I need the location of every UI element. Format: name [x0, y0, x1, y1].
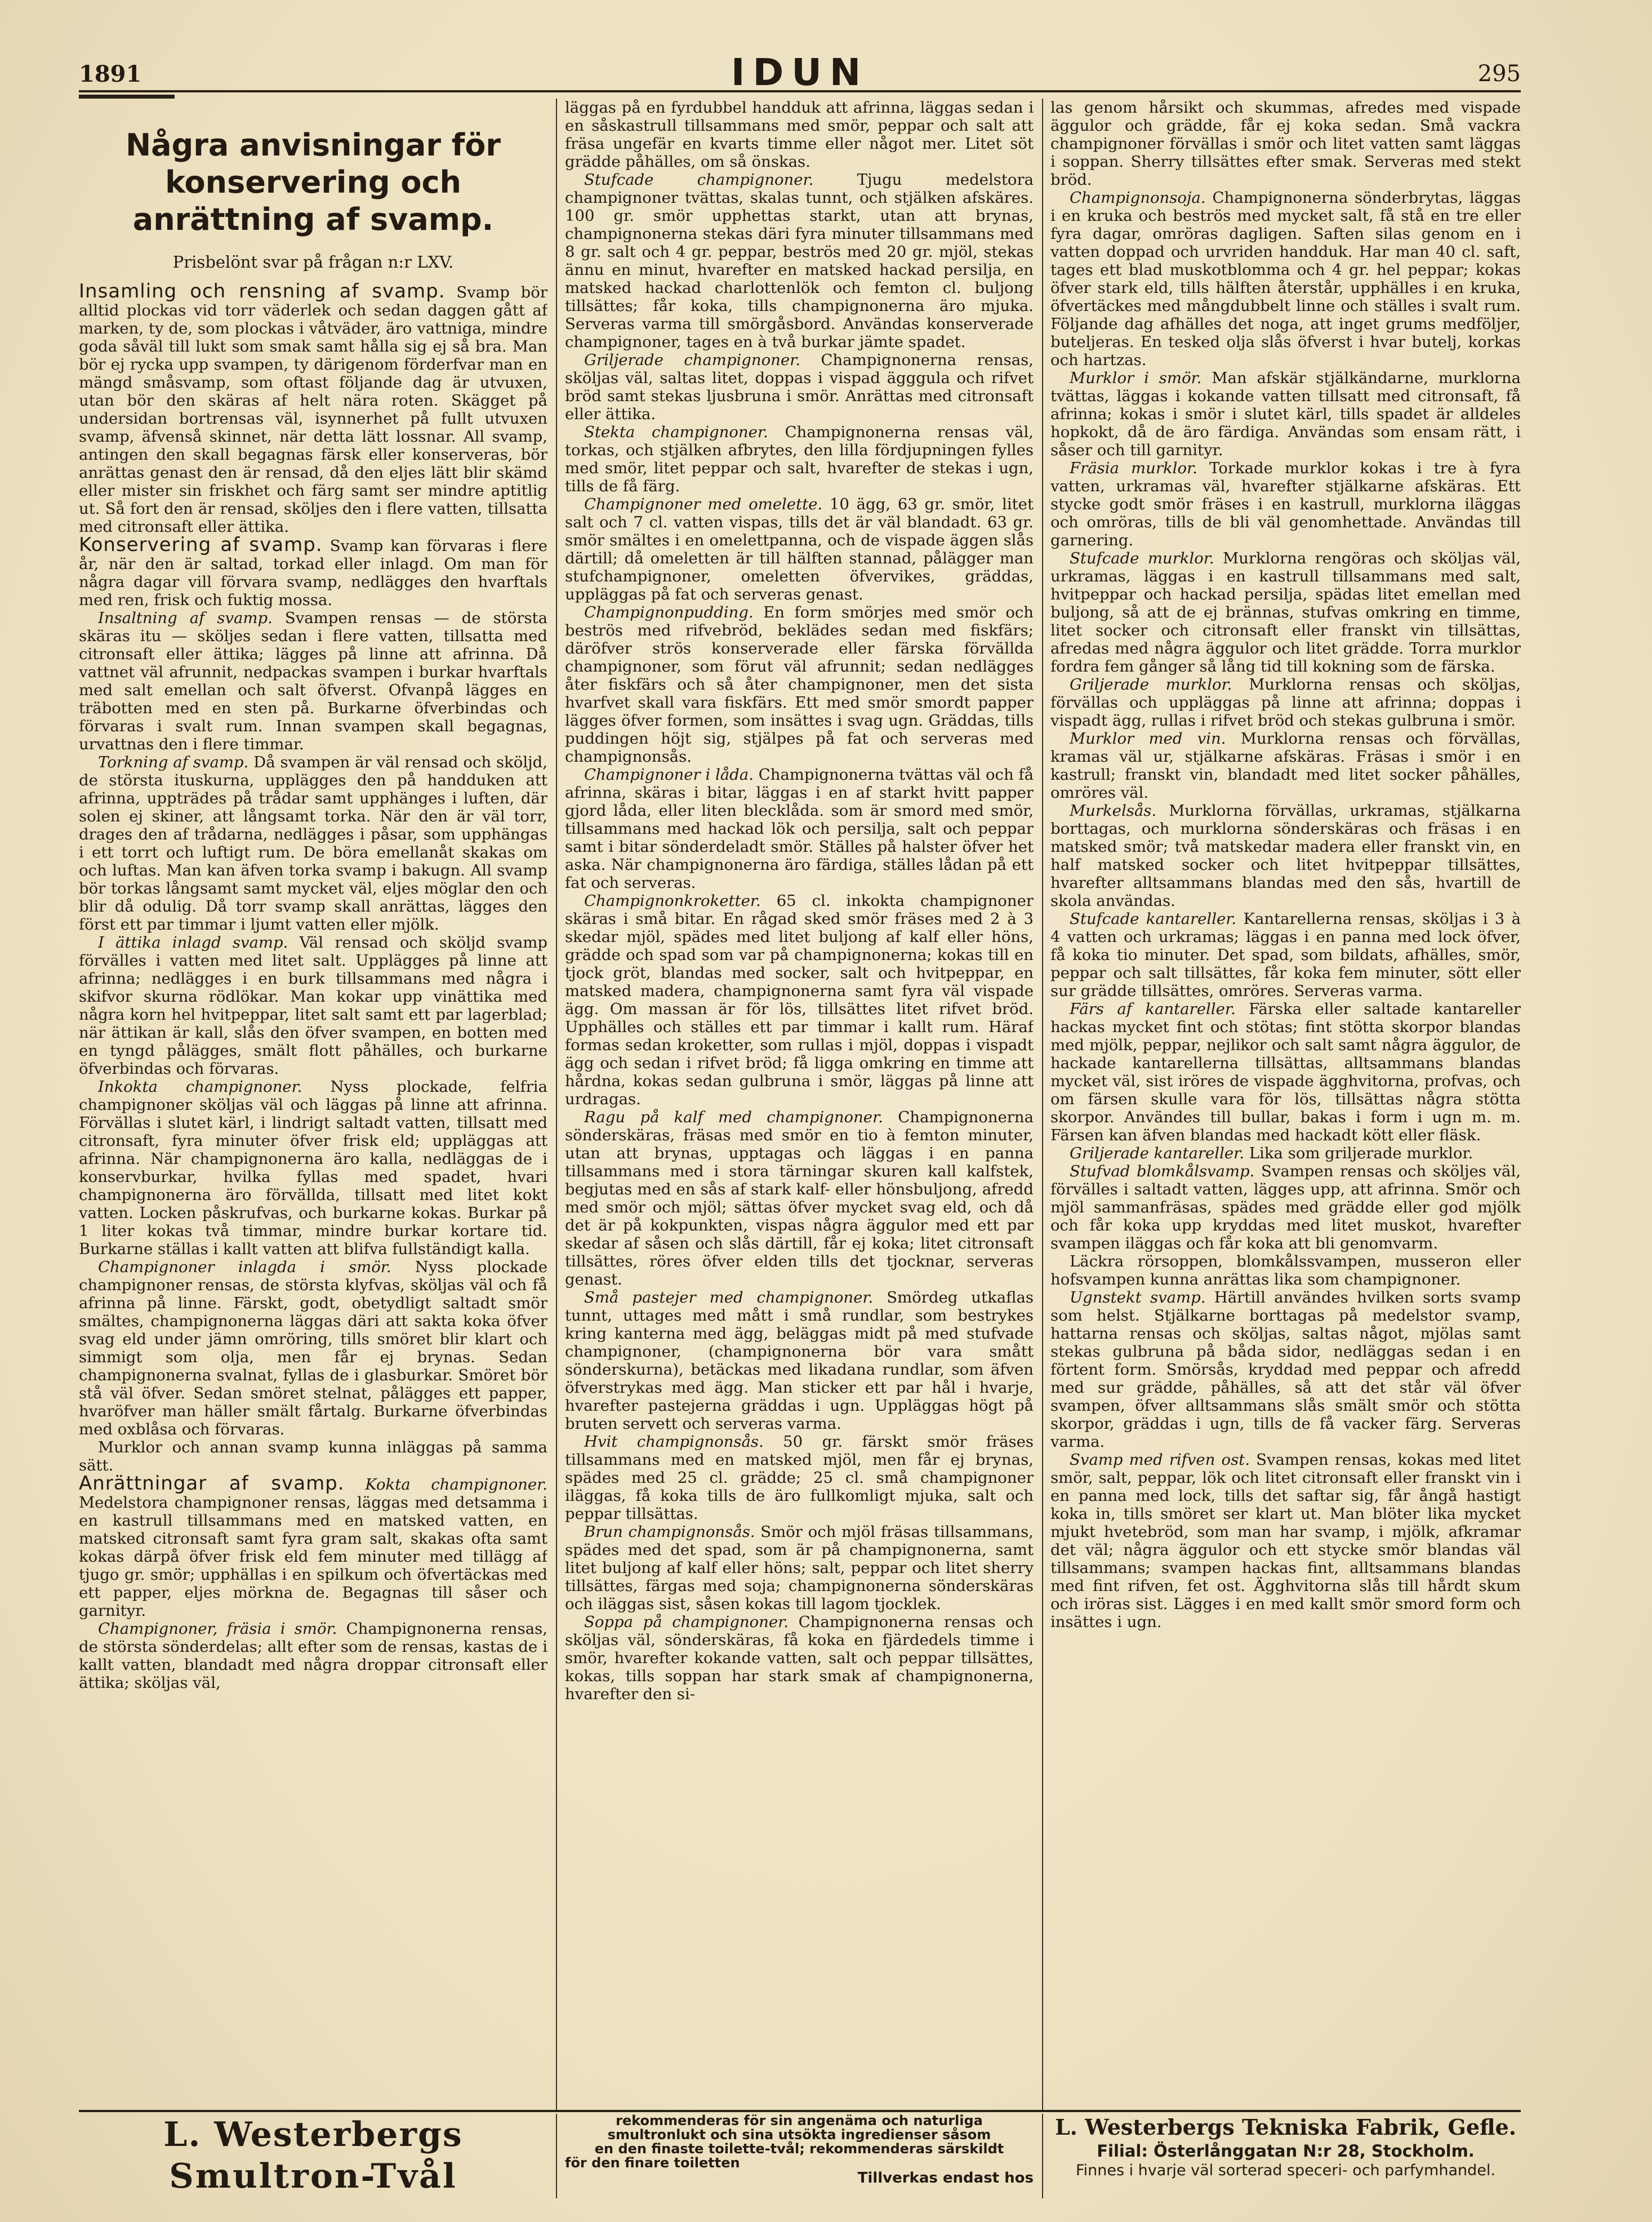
paragraph — [565, 1523, 1034, 1613]
paragraph-text: Läckra rörsoppen, blomkålssvampen, musseron eller hofsvampen kunna anrättas lika som champignoner. — [1050, 1252, 1521, 1288]
footer-rule — [79, 2110, 1521, 2112]
ad-product-name: Smultron-Tvål — [169, 2157, 457, 2196]
paragraph — [1050, 1252, 1521, 1288]
paragraph-text: Torkade murklor kokas i tre à fyra vatten, urkramas väl, hvarefter stjälkarne afskäras. Ett stycke godt smör fräses i en kastrull, murklorna iläggas och omröras, tills de bli väl genomhettade. Användas till garnering. — [1050, 459, 1521, 549]
paragraph — [79, 609, 547, 753]
paragraph — [565, 495, 1034, 603]
paragraph — [565, 171, 1034, 351]
paragraph — [79, 1438, 547, 1474]
article-title: Några anvisningar för konservering och anrättning af svamp. — [125, 127, 501, 237]
paragraph — [1050, 99, 1521, 189]
paragraph — [1050, 1000, 1521, 1144]
paragraph-text: Då svampen är väl rensad och sköljd, de största ituskurna, upplägges den på handduken att afrinna, uppträdes på trådar samt upphänges i luften, där solen ej skiner, att långsamt torka. När den är väl torr, drages den af trådarna, nedlägges i påsar, som upphängas i ett torrt och luftigt rum. De böra emellanåt skakas om och luftas. Man kan äfven torka svamp i bakugn. All svamp bör torkas långsamt samt mycket väl, eljes möglar den och blir då odulig. Då torr svamp skall anrättas, lägges den först ett par timmar i ljumt vatten eller mjölk. — [79, 753, 547, 934]
paragraph — [565, 1433, 1034, 1523]
paragraph — [565, 603, 1034, 766]
section-heading: Anrättningar af svamp. — [79, 1472, 345, 1495]
column-2 — [565, 99, 1034, 2110]
paragraph — [1050, 1288, 1521, 1451]
recipe-name: Torkning af svamp. — [98, 753, 249, 771]
paragraph — [565, 1288, 1034, 1433]
paragraph-text: Murklor och annan svamp kunna inläggas på samma sätt. — [79, 1438, 547, 1474]
recipe-name: Champignonkroketter. — [584, 892, 761, 910]
paragraph — [79, 282, 547, 536]
recipe-name: Champignoner med omelette. — [584, 495, 823, 513]
paragraph — [565, 351, 1034, 423]
recipe-name: Små pastejer med champignoner. — [584, 1288, 874, 1306]
paragraph — [1050, 189, 1521, 369]
paragraph — [1050, 549, 1521, 676]
footer-divider — [1042, 2114, 1043, 2198]
recipe-name: Inkokta champignoner. — [98, 1078, 302, 1096]
recipe-name: Stufcade murklor. — [1070, 549, 1214, 567]
recipe-name: Stufcade kantareller. — [1070, 910, 1237, 928]
paragraph — [565, 766, 1034, 892]
recipe-name: I ättika inlagd svamp. — [98, 934, 288, 952]
recipe-name: Stufcade champignoner. — [584, 171, 814, 189]
advertisement-description — [565, 2114, 1034, 2198]
paragraph-text: Svamp bör alltid plockas vid torr väderlek och sedan daggen gått af marken, ty de, som plockas i våtväder, äro vattniga, mindre goda såväl till lukt som smak samt hålla sig ej så bra. Man bör ej rycka upp svampen, ty därigenom förderfvar man en mängd småsvamp, som oftast följande dag är utvuxen, utan bör den skäras af helt nära roten. Skägget på undersidan bortrensas väl, isynnerhet på fullt utvuxen svamp, äfvenså skinnet, när detta lätt lossnar. All svamp, antingen den skall begagnas färsk eller konserveras, bör anrättas genast den är rensad, då den eljes lätt blir skämd eller mister sin friskhet och färg samt ser mindre aptitlig ut. Så fort den är rensad, sköljes den i flere vatten, tillsatta med citronsaft eller ättika. — [79, 283, 547, 536]
footer-divider — [556, 2114, 557, 2198]
recipe-name: Soppa på champignoner. — [584, 1613, 789, 1631]
recipe-name: Champignoner, fräsia i smör. — [98, 1620, 337, 1638]
prize-note: Prisbelönt svar på frågan n:r LXV. — [172, 252, 454, 272]
paragraph-text: Färska eller saltade kantareller hackas mycket fint och stötas; fint stötta skorpor blandas med mjölk, peppar, nejlikor och salt samt några äggulor, de hackade kantarellerna tillsättas, alltsammans blandas mycket väl, sist iröres de vispade ägghvitorna, profvas, och om färsen skulle vara för lös, tillsättas några stötta skorpor. Användes till bullar, bakas i form i ugn m. m. Färsen kan äfven blandas med hackadt kött eller fläsk. — [1050, 1000, 1521, 1144]
header-year: 1891 — [79, 61, 142, 87]
paragraph — [565, 1108, 1034, 1288]
masthead-title: IDUN — [731, 51, 869, 94]
column-paragraphs — [79, 282, 547, 1692]
paragraph-text: Väl rensad och sköljd svamp förvälles i vatten med litet salt. Upplägges på linne att afrinna; nedlägges i en burk tillsammans med några i skifvor skurna rödlökar. Man kokar upp vinättika med några korn hel hvitpeppar, litet salt samt ett par lagerblad; när ättikan är kall, slås den öfver svampen, en botten med en tyngd pålägges, smält flott påhälles, och burkarne öfverbindas och förvaras. — [79, 934, 547, 1078]
ad-branch-address: Filial: Österlånggatan N:r 28, Stockholm. — [1097, 2141, 1475, 2161]
paragraph-text: Nyss plockade, felfria champignoner sköljas väl och läggas på linne att afrinna. Förvällas i slutet kärl, i lindrigt saltadt vatten, tillsatt med citronsaft, fyra minuter öfver frisk eld; uppläggas att afrinna. När champignonerna äro kalla, nedläggas de i konservburkar, hvilka fyllas med spadet, hvari champignonerna äro förvällda, tillsatt med litet kokt vatten. Locken påskrufvas, och burkarne kokas. Burkar på 1 liter kokas två timmar, mindre burkar kortare tid. Burkarne ställas i kallt vatten att blifva fullständigt kalla. — [79, 1078, 547, 1258]
paragraph — [1050, 1144, 1521, 1162]
paragraph — [1050, 1162, 1521, 1252]
paragraph-text: Champignonerna rensas väl, torkas, och stjälken afbrytes, den lilla fördjupningen fylles med smör, litet peppar och salt, hvarefter de stekas i ugn, tills de få färg. — [565, 423, 1034, 495]
paragraph-text: Smör och mjöl fräsas tillsammans, spädes med det spad, som är på champignonerna, samt litet buljong af kalf eller höns; salt, peppar och litet sherry tillsättes, färgas med soja; champignonerna sönderskäras och iläggas sist, såsen kokas till lagom tjocklek. — [565, 1523, 1034, 1613]
paragraph-text: Lika som griljerade murklor. — [1244, 1144, 1473, 1162]
section-heading: Konservering af svamp. — [79, 534, 323, 556]
recipe-name: Ragu på kalf med champignoner. — [584, 1108, 883, 1126]
paragraph — [1050, 369, 1521, 459]
recipe-name: Ugnstekt svamp. — [1070, 1288, 1206, 1306]
paragraph — [1050, 910, 1521, 1000]
recipe-name: Champignoner i låda. — [584, 766, 754, 784]
ad-factory-name: L. Westerbergs Tekniska Fabrik, Gefle. — [1054, 2114, 1517, 2140]
ad-availability: Finnes i hvarje väl sorterad speceri- och parfymhandel. — [1076, 2162, 1495, 2179]
paragraph — [79, 753, 547, 934]
recipe-name: Champignoner inlagda i smör. — [98, 1258, 391, 1276]
recipe-name: Griljerade murklor. — [1070, 676, 1232, 694]
paragraph-text: Champignonerna rensas och sköljas väl, sönderskäras, få koka en fjärdedels timme i smör, hvarefter kokande vatten, salt och peppar tillsättes, kokas, tills soppan har stark smak af champignonerna, hvarefter den si- — [565, 1613, 1034, 1703]
paragraph — [565, 892, 1034, 1108]
paragraph-text: Smördeg utkaflas tunnt, uttages med mått i små rundlar, som bestrykes kring kanterna med ägg, beläggas midt på med stufvade champignoner, (champignonerna bör vara smått sönderskurna), betäckas med likadana rundlar, som äfven öfverstrykas med ägg. Man sticker ett par hål i hvarje, hvarefter pastejerna gräddas i ugn. Uppläggas högt på bruten servett och serveras varma. — [565, 1288, 1034, 1433]
paragraph-text: 50 gr. färskt smör fräses tillsammans med en matsked mjöl, men får ej brynas, spädes med 25 cl. grädde; 25 cl. små champignoner iläggas, få koka tills de äro fullkomligt mjuka, salt och peppar tillsättas. — [565, 1433, 1034, 1523]
paragraph-text: Svamp kan förvaras i flere år, när den är saltad, torkad eller inlagd. Om man för några dagar vill förvara svamp, nedlägges den hvarftals med ren, frisk och fuktig mossa. — [79, 537, 547, 609]
column-divider — [556, 99, 557, 2110]
paragraph-text: 65 cl. inkokta champignoner skäras i små bitar. En rågad sked smör fräses med 2 à 3 skedar mjöl, spädes med litet buljong af kalf eller höns, grädde och spad som var på champignonerna; kokas till en tjock gröt, blandas med socker, salt och hvitpeppar, en matsked madera, champignonerna samt fyra väl vispade ägg. Om massan är för lös, tillsättes litet rifvet bröd. Upphälles och ställes ett par timmar i kallt rum. Häraf formas sedan kroketter, som rullas i mjöl, doppas i vispadt ägg och sedan i rifvet bröd; få ligga omkring en timme att hårdna, kokas sedan gulbruna i smör, läggas på linne att urdragas. — [565, 892, 1034, 1108]
paragraph — [79, 1474, 547, 1620]
paragraph — [1050, 1451, 1521, 1631]
recipe-name: Färs af kantareller. — [1070, 1000, 1236, 1018]
paragraph — [1050, 459, 1521, 549]
paragraph — [79, 1078, 547, 1258]
paragraph — [565, 1613, 1034, 1703]
column-1 — [79, 99, 547, 2110]
paragraph — [79, 1620, 547, 1692]
paragraph-text: Kantarellerna rensas, sköljas i 3 à 4 vatten och urkramas; läggas i en panna med lock öfver, få koka tio minuter. Det spad, som bildats, afhälles, smör, peppar och salt tillsättes, får koka fem minuter, sött eller sur grädde tillsättes, omröres. Serveras varma. — [1050, 910, 1521, 1000]
paragraph — [1050, 676, 1521, 730]
paragraph-text: Champignonerna rensas, de största sönderdelas; allt efter som de rensas, kastas de i kallt vatten, blandadt med några droppar citronsaft eller ättika; sköljas väl, — [79, 1620, 547, 1692]
header-rule — [79, 90, 1521, 92]
paragraph-text: Champignonerna tvättas väl och få afrinna, skäras i bitar, läggas i en af starkt hvitt papper gjord låda, eller liten blecklåda. som är smord med smör, tillsammans med hackad lök och persilja, salt och peppar samt i bitar sönderdeladt smör. Ställes på halster öfver het aska. När champignonerna äro färdiga, ställes lådan på ett fat och serveras. — [565, 766, 1034, 892]
paragraph-text: Champignonerna sönderskäras, fräsas med smör en tio à femton minuter, utan att brynas, upptagas och läggas i en panna tillsammans med i stora tärningar skuren kall kalfstek, begjutas med en sås af stark kalf- eller hönsbuljong, afredd med smör och mjöl; sättas öfver mycket svag eld, och då det är på kokpunkten, vispas några äggulor med ett par skedar af såsen och slås därtill, får ej koka; litet citronsaft tillsättes, röres öfver elden tills det tjocknar, serveras genast. — [565, 1108, 1034, 1288]
paragraph-text: Tjugu medelstora champignoner tvättas, skalas tunnt, och stjälken afskäres. 100 gr. smör upphettas starkt, utan att brynas, champignonerna stekas däri fyra minuter tillsammans med 8 gr. salt och 4 gr. peppar, beströs med 20 gr. mjöl, stekas ännu en minut, hvarefter en matsked hackad persilja, en matsked hackad charlottenlök och femton cl. buljong tillsättes; får koka, tills champignonerna äro mjuka. Serveras varma till smörgåsbord. Användas konserverade champignoner, tages en à två burkar jämte spadet. — [565, 171, 1034, 351]
column-divider — [1042, 99, 1043, 2110]
paragraph-text: Murklorna rengöras och sköljas väl, urkramas, läggas i en kastrull tillsammans med salt, hvitpeppar och hackad persilja, spädas litet emellan med buljong, så att de ej brännas, stufvas omkring en timme, litet socker och citronsaft eller franskt vin tillsättas, afredas med några äggulor och litet grädde. Torra murklor fordra fem gånger så lång tid till kokning som de färska. — [1050, 549, 1521, 676]
paragraph — [1050, 802, 1521, 910]
ad-text-line: för den finare toiletten — [565, 2155, 740, 2171]
recipe-name: Murklor i smör. — [1070, 369, 1202, 387]
ad-text-line: rekommenderas för sin angenäma och naturliga — [616, 2113, 983, 2128]
paragraph — [565, 423, 1034, 495]
ad-brand-name: L. Westerbergs — [163, 2115, 463, 2154]
page-header — [79, 34, 1521, 94]
recipe-name: Griljerade champignoner. — [584, 351, 801, 369]
paragraph-text: Man afskär stjälkändarne, murklorna tvättas, läggas i kokande vatten tillsatt med citronsaft, få afrinna; kokas i smör i slutet kärl, tills spadet är alldeles hopkokt, då de äro färdiga. Användas som ensam rätt, i såser och till garnityr. — [1050, 369, 1521, 459]
header-rule-thick — [79, 95, 175, 99]
paragraph-text: En form smörjes med smör och beströs med rifvebröd, beklädes sedan med fiskfärs; däröfver strös konserverade eller färska förvällda champignoner, som förut väl afrunnit; sedan nedlägges åter fiskfärs och så åter champignoner, men det sista hvarfvet skall vara fiskfärs. Ett med smör smordt papper lägges öfver formen, som insättes i svag ugn. Gräddas, tills puddingen höjt sig, stjälpes på fat och serveras med champignonsås. — [565, 603, 1034, 766]
paragraph-text: Medelstora champignoner rensas, läggas med detsamma i en kastrull tillsammans med en matsked vatten, en matsked citronsaft samt fyra gram salt, skakas ofta samt kokas därpå öfver frisk eld fem minuter med tillägg af tjugo gr. smör; upphällas i en spilkum och öfvertäckas med ett papper, eljes mörkna de. Begagnas till såser och garnityr. — [79, 1494, 547, 1620]
recipe-name: Griljerade kantareller. — [1070, 1144, 1245, 1162]
paragraph-text: läggas på en fyrdubbel handduk att afrinna, läggas sedan i en såskastrull tillsammans med smör, peppar och salt att fräsa ungefär en kvarts timme eller något mer. Litet söt grädde påhälles, om så önskas. — [565, 99, 1034, 171]
recipe-name: Kokta champignoner. — [344, 1476, 547, 1494]
advertisement-soap — [79, 2114, 547, 2198]
recipe-name: Svamp med rifven ost. — [1070, 1451, 1250, 1469]
paragraph — [79, 536, 547, 609]
recipe-name: Murkelsås. — [1070, 802, 1157, 820]
paragraph-text: Champignonerna rensas, sköljas väl, saltas litet, doppas i vispad ägggula och rifvet bröd samt stekas ljusbruna i smör. Anrättas med citronsaft eller ättika. — [565, 351, 1034, 423]
column-paragraphs — [1050, 99, 1521, 1631]
paragraph-text: Murklorna rensas och sköljas, förvällas och uppläggas på linne att afrinna; doppas i vispadt ägg, rullas i rifvet bröd och stekas gulbruna i smör. — [1050, 676, 1521, 730]
paragraph-text: Nyss plockade champignoner rensas, de största klyfvas, sköljas väl och få afrinna på linne. Färskt, godt, obetydligt saltadt smör smältes, champignonerna läggas däri att sakta koka öfver svag eld under jämn omröring, tills smöret blir klart och simmigt som olja, men får ej brynas. Sedan champignonerna svalnat, fyllas de i glasburkar. Smöret bör stå väl öfver. Sedan smöret stelnat, pålägges ett papper, hvaröfver man häller smält fårtalg. Burkarne öfverbindas med oxblåsa och förvaras. — [79, 1258, 547, 1438]
recipe-name: Champignonpudding. — [584, 603, 754, 621]
paragraph-text: 10 ägg, 63 gr. smör, litet salt och 7 cl. vatten vispas, tills det är väl blandadt. 63 gr. smör smältes i en omelettpanna, och de vispade äggen slås därtill; då omeletten är till hälften stannad, pålägger man stufchampignoner, omeletten öfvervikes, gräddas, uppläggas på fat och serveras genast. — [565, 495, 1034, 603]
column-paragraphs — [565, 99, 1034, 1703]
recipe-name: Insaltning af svamp. — [98, 609, 273, 627]
paragraph-text: las genom hårsikt och skummas, afredes med vispade äggulor och grädde, får ej koka sedan. Små vackra champignoner förvällas i smör och litet vatten samt läggas i soppan. Sherry tillsättes efter smak. Serveras med stekt bröd. — [1050, 99, 1521, 189]
paragraph-text: Svampen rensas — de största skäras itu — sköljes sedan i flere vatten, tillsatta med citronsaft eller ättika; lägges på linne att afrinna. Då vattnet väl afrunnit, nedpackas svampen i burkar hvarftals med salt emellan och salt öfverst. Ofvanpå lägges en träbotten med en sten på. Burkarne öfverbindas och förvaras i svalt rum. Innan svampen skall begagnas, urvattnas den i flere timmar. — [79, 609, 547, 753]
paragraph — [79, 934, 547, 1078]
recipe-name: Hvit champignonsås. — [584, 1433, 764, 1451]
recipe-name: Stekta champignoner. — [584, 423, 768, 441]
paragraph — [1050, 730, 1521, 802]
paragraph-text: Svampen rensas och sköljes väl, förvälles i saltadt vatten, lägges upp, att afrinna. Smör och mjöl sammanfräsas, spädes med grädde eller god mjölk och får koka upp kryddas med litet muskot, hvarefter svampen iläggas och får koka att bli genomvarm. — [1050, 1162, 1521, 1252]
recipe-name: Fräsia murklor. — [1070, 459, 1197, 477]
paragraph — [79, 1258, 547, 1438]
recipe-name: Champignonsoja. — [1070, 189, 1206, 207]
ad-text-line: en den finaste toilette-tvål; rekommenderas särskildt — [594, 2141, 1004, 2157]
column-3 — [1050, 99, 1521, 2110]
section-heading: Insamling och rensning af svamp. — [79, 280, 446, 303]
ad-made-by: Tillverkas endast hos — [857, 2170, 1034, 2187]
paragraph-text: Champignonerna sönderbrytas, läggas i en kruka och beströs med mycket salt, få stå en tre eller fyra dagar, omröras dagligen. Saften silas genom en i vatten doppad och urvriden handduk. Har man 40 cl. saft, tages ett blad muskotblomma och 4 gr. hel peppar; kokas öfver stark eld, tills hälften återstår, upphälles i en kruka, öfvertäckes med mångdubbelt linne och ställes i svalt rum. Följande dag afhälles det noga, att inget grums medföljer, buteljeras. En tesked olja slås öfverst i hvar butelj, korkas och hartzas. — [1050, 189, 1521, 369]
paragraph — [565, 99, 1034, 171]
recipe-name: Murklor med vin. — [1070, 730, 1226, 748]
advertisement-factory — [1050, 2114, 1521, 2198]
paragraph-text: Murklorna förvällas, urkramas, stjälkarna borttagas, och murklorna sönderskäras och fräsas i en matsked smör; två matskedar madera eller franskt vin, en half matsked socker och litet hvitpeppar tillsättes, hvarefter alltsammans blandas med den sås, hvartill de skola användas. — [1050, 802, 1521, 910]
recipe-name: Brun champignonsås. — [584, 1523, 755, 1541]
header-page-number: 295 — [1477, 61, 1521, 87]
recipe-name: Stufvad blomkålsvamp. — [1070, 1162, 1255, 1180]
paragraph-text: Härtill användes hvilken sorts svamp som helst. Stjälkarne borttagas på medelstor svamp, hattarna rensas och sköljas, saltas något, mjölas samt stekas gulbruna på båda sidor, nedläggas sedan i en förtent form. Smörsås, kryddad med peppar och afredd med sur grädde, påhälles, så att det står väl öfver svampen, öfver alltsammans slås smält smör och stötta skorpor, gräddas i ugn, tills de få vacker färg. Serveras varma. — [1050, 1288, 1521, 1451]
ad-text-line: smultronlukt och sina utsökta ingredienser såsom — [607, 2127, 991, 2143]
paragraph-text: Svampen rensas, kokas med litet smör, salt, peppar, lök och litet citronsaft eller franskt vin i en panna med lock, tills det saftar sig, får ångå hastigt koka in, tills smöret ser klart ut. Man blöter lika mycket mjukt hvetebröd, som man har svamp, i mjölk, afkramar det väl; några äggulor och ett stycke smör blandas väl tillsammans; svampen hackas fint, alltsammans blandas med fint rifven, fet ost. Ägghvitorna slås till hårdt skum och iröras sist. Lägges i en med kallt smör smord form och insättes i ugn. — [1050, 1451, 1521, 1631]
paragraph-text: Murklorna rensas och förvällas, kramas väl ur, stjälkarne afskäras. Fräsas i smör i en kastrull; franskt vin, blandadt med litet socker påhälles, omröres väl. — [1050, 730, 1521, 802]
